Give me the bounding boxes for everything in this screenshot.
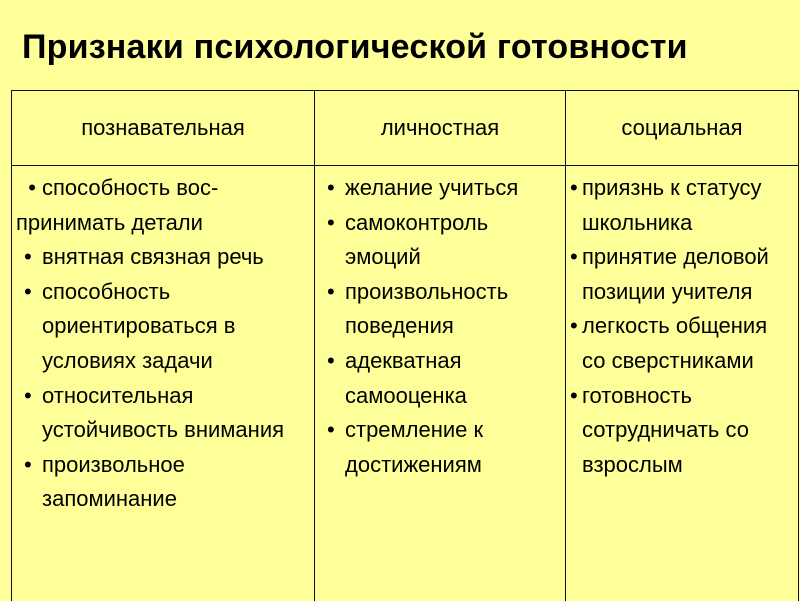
header-personal: личностная bbox=[315, 91, 566, 166]
list-item: • произвольность поведения bbox=[319, 275, 563, 344]
list-item: • принятие деловой позиции учителя bbox=[570, 240, 796, 309]
personal-list bbox=[319, 171, 563, 482]
list-item: • относительная устойчивость внимания bbox=[16, 379, 312, 448]
list-item: • способность вос- принимать детали bbox=[16, 171, 312, 240]
cognitive-list bbox=[16, 171, 312, 517]
header-social: социальная bbox=[566, 91, 799, 166]
list-item: • легкость общения со сверстниками bbox=[570, 309, 796, 378]
social-list bbox=[570, 171, 796, 482]
body-row bbox=[12, 166, 799, 601]
list-item: • приязнь к статусу школьника bbox=[570, 171, 796, 240]
list-item: • готовность сотрудничать со взрослым bbox=[570, 379, 796, 483]
page-title: Признаки психологической готовности bbox=[22, 28, 688, 67]
header-cognitive: познавательная bbox=[12, 91, 315, 166]
bullet-icon: • bbox=[16, 171, 36, 206]
list-item: • стремление к достижениям bbox=[319, 413, 563, 482]
list-item: • внятная связная речь bbox=[16, 240, 312, 275]
list-item: • способность ориентироваться в условиях задачи bbox=[16, 275, 312, 379]
cognitive-cell bbox=[12, 166, 315, 601]
personal-cell bbox=[315, 166, 566, 601]
list-item: • желание учиться bbox=[319, 171, 563, 206]
header-row bbox=[12, 91, 799, 166]
list-item: • адекватная самооценка bbox=[319, 344, 563, 413]
list-item: • произвольное запоминание bbox=[16, 448, 312, 517]
readiness-table bbox=[11, 90, 799, 601]
social-cell bbox=[566, 166, 799, 601]
list-item: • самоконтроль эмоций bbox=[319, 206, 563, 275]
